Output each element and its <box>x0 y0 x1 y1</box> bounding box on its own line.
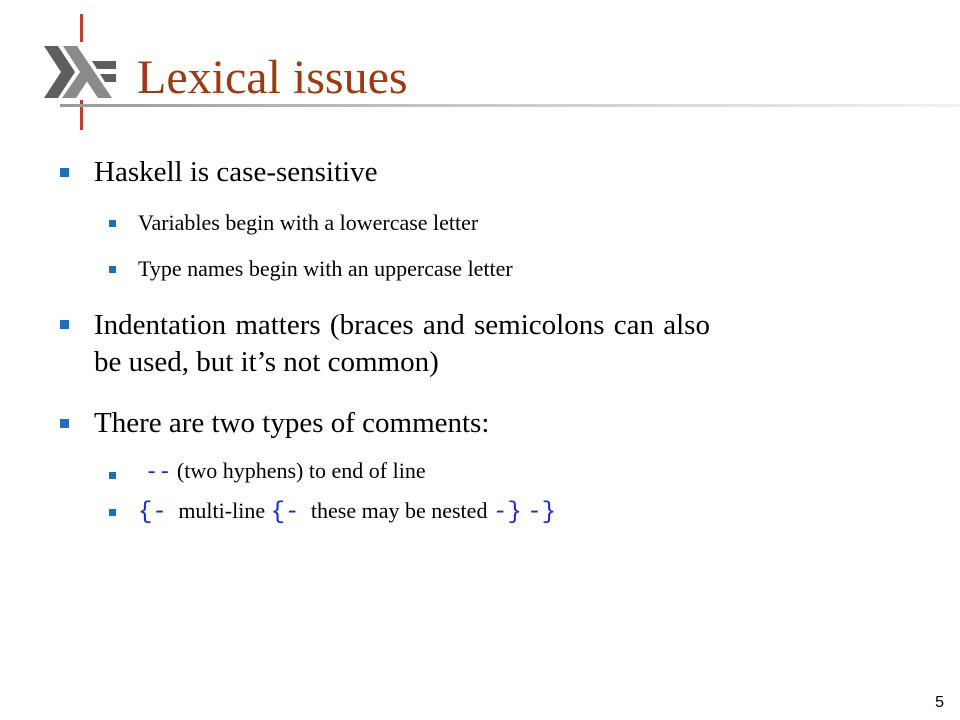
bullet-case-sensitive: Haskell is case-sensitive <box>94 156 378 188</box>
block-comment-text-1: multi-line <box>178 498 266 523</box>
code-double-hyphen: -- <box>145 460 172 485</box>
sub-bullet-marker <box>109 509 116 516</box>
page-number: 5 <box>935 694 944 711</box>
line-comment-text: (two hyphens) to end of line <box>176 458 426 483</box>
code-close-brace-2: -} <box>527 499 557 526</box>
sub-bullet-block-comment <box>138 497 556 527</box>
bullet-marker <box>60 320 69 329</box>
bullet-marker <box>60 168 69 177</box>
sub-bullet-variables: Variables begin with a lowercase letter <box>138 210 479 235</box>
sub-bullet-marker <box>109 266 116 273</box>
sub-bullet-marker <box>109 472 116 479</box>
code-open-brace-2: {- <box>270 499 300 526</box>
bullet-indentation-line2: be used, but it’s not common) <box>94 346 439 378</box>
sub-bullet-type-names: Type names begin with an uppercase letter <box>138 256 513 281</box>
bullet-marker <box>60 419 69 428</box>
accent-line-top <box>80 14 83 42</box>
code-open-brace-1: {- <box>138 499 167 526</box>
block-comment-text-2: these may be nested <box>310 498 488 523</box>
slide-title: Lexical issues <box>137 51 408 104</box>
sub-bullet-line-comment <box>145 457 426 487</box>
bullet-indentation-line1: Indentation matters (braces and semicolons can also <box>94 309 710 341</box>
sub-bullet-marker <box>109 220 116 227</box>
code-close-brace-1: -} <box>492 499 522 526</box>
bullet-comments: There are two types of comments: <box>94 407 490 439</box>
haskell-logo-icon <box>44 46 116 98</box>
